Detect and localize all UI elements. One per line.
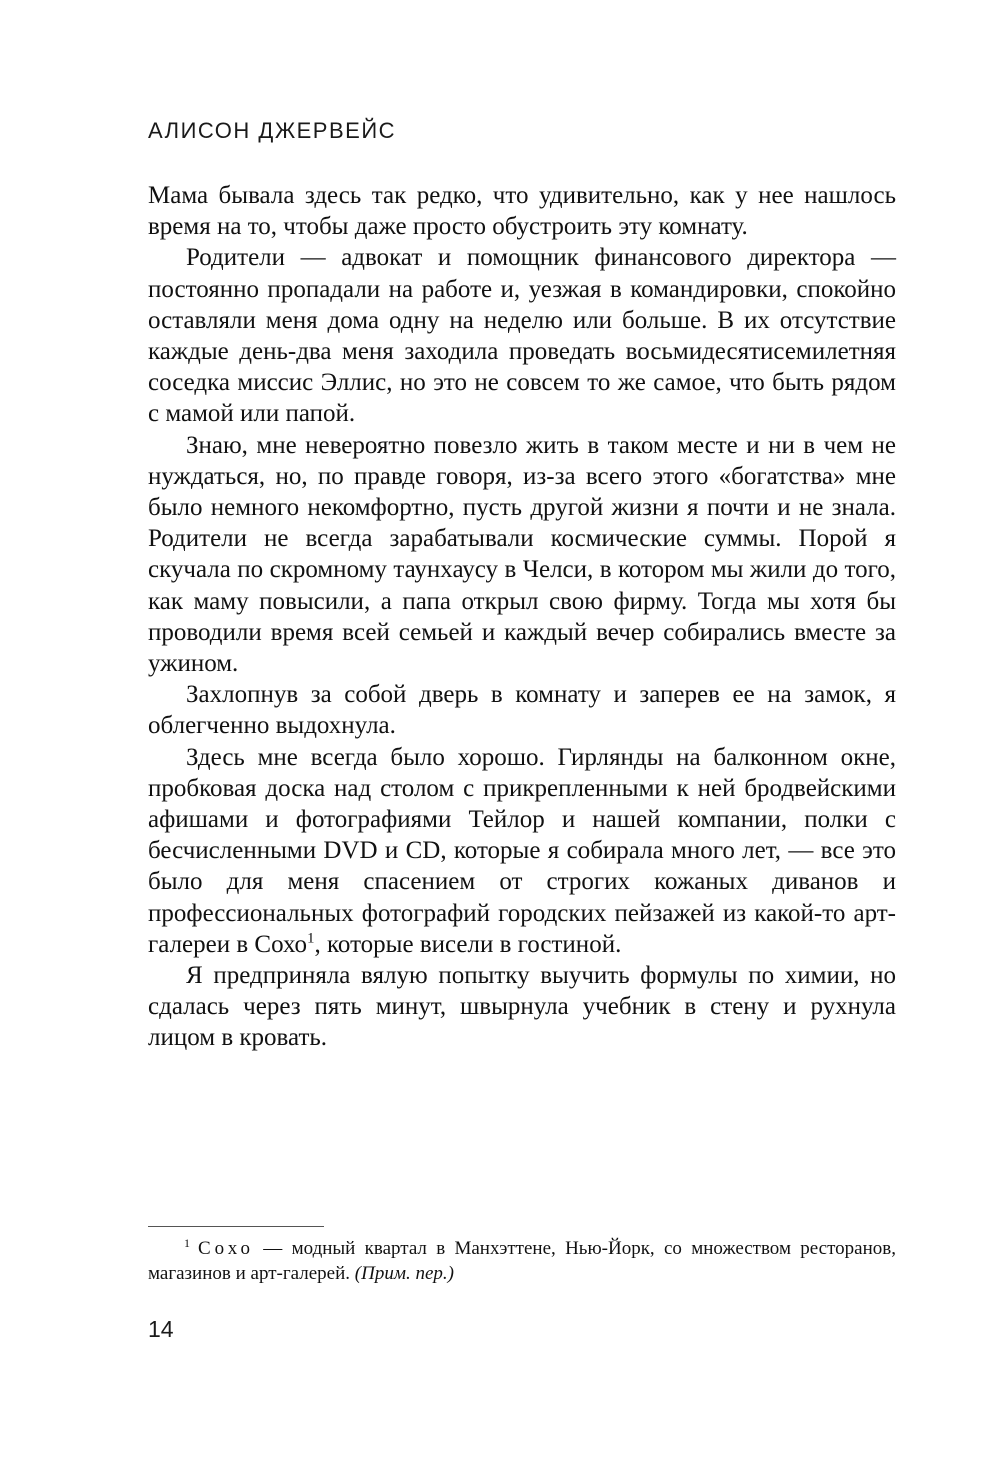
paragraph-2: Родители — адвокат и помощник финансового директора — постоянно пропадали на работе и, уезжая в командировки, спокойно оставляли меня дома одну на неделю или больше. В их отсутствие каждые день-два меня заходила проведать восьмидесятисемилетняя соседка миссис Эллис, но это не совсем то же самое, что быть рядом с мамой или папой. bbox=[148, 244, 896, 428]
paragraph-3: Знаю, мне невероятно повезло жить в таком месте и ни в чем не нуждаться, но, по правде говоря, из-за всего этого «богатства» мне было немного некомфортно, пусть другой жизни я почти и не знала. Родители не всегда зарабатывали космические суммы. Порой я скучала по скромному таунхаусу в Челси, в котором мы жили до того, как маму повысили, а папа открыл свою фирму. Тогда мы хотя бы проводили время всей семьей и каждый вечер собирались вместе за ужином. bbox=[148, 431, 896, 678]
paragraph-5 bbox=[148, 742, 896, 960]
body-text bbox=[148, 180, 896, 1054]
paragraph-6: Я предприняла вялую попытку выучить формулы по химии, но сдалась через пять минут, швырнула учебник в стену и рухнула лицом в кровать. bbox=[148, 962, 896, 1052]
page-number: 14 bbox=[148, 1316, 174, 1342]
footnote-divider bbox=[148, 1226, 324, 1227]
paragraph-5-text: Здесь мне всегда было хорошо. Гирлянды на балконном окне, пробковая доска над столом с прикрепленными к ней бродвейскими афишами и фотографиями Тейлор и нашей компании, полки с бесчисленными DVD и CD, которые я собирала много лет, — все это было для меня спасением от строгих кожаных диванов и профессиональных фотографий городских пейзажей из какой-то арт-галереи в Сохо bbox=[148, 743, 896, 958]
footnote-text: — модный квартал в Манхэттене, Нью-Йорк, со множеством ресторанов, магазинов и арт-галерей. bbox=[148, 1238, 896, 1284]
footnote-term: Сохо bbox=[198, 1238, 254, 1259]
footnote-reference: 1 bbox=[307, 930, 315, 947]
footnote-number: 1 bbox=[184, 1235, 190, 1250]
footnote bbox=[148, 1236, 896, 1286]
paragraph-1: Мама бывала здесь так редко, что удивительно, как у нее нашлось время на то, чтобы даже просто обустроить эту комнату. bbox=[148, 182, 896, 241]
paragraph-4: Захлопнув за собой дверь в комнату и заперев ее на замок, я облегченно выдохнула. bbox=[148, 681, 896, 740]
translator-note-mark: (Прим. пер.) bbox=[354, 1263, 454, 1284]
paragraph-5-tail: , которые висели в гостиной. bbox=[314, 930, 622, 958]
running-head-author: АЛИСОН ДЖЕРВЕЙС bbox=[148, 118, 397, 143]
